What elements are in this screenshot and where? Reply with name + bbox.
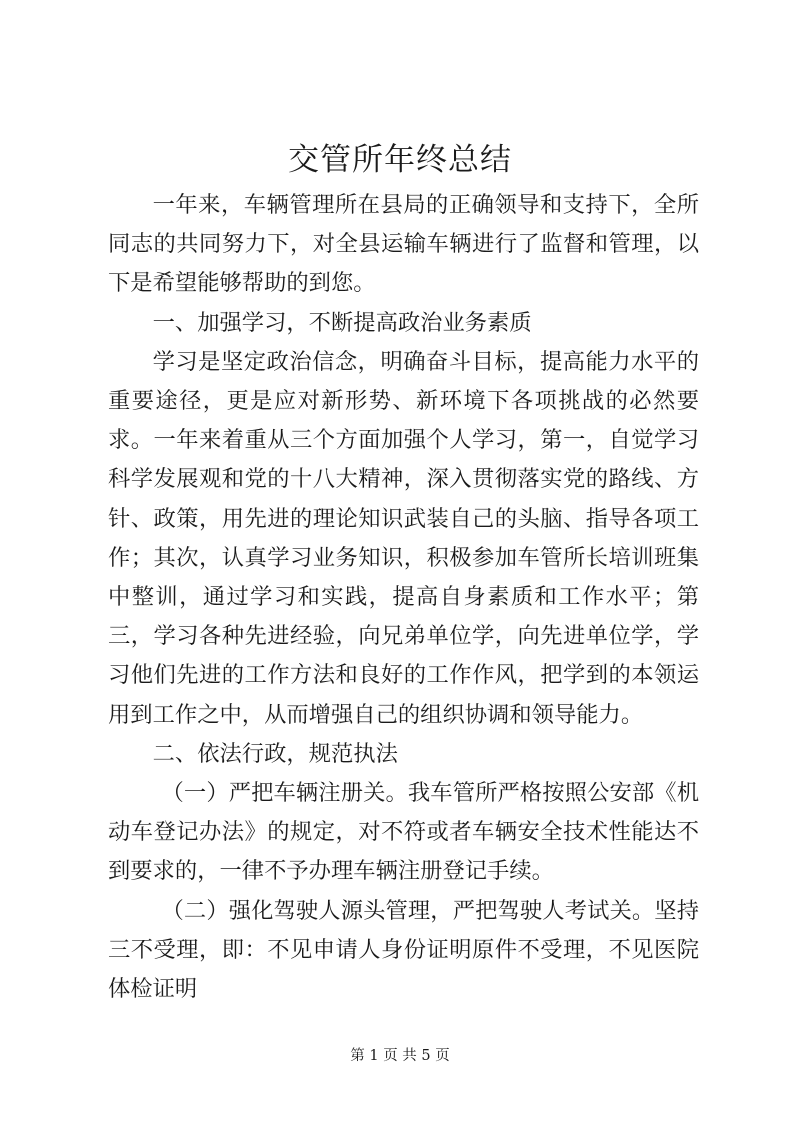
document-body [108, 186, 699, 1009]
section-heading-1: 一、加强学习，不断提高政治业务素质 [152, 309, 532, 336]
section-heading-2: 二、依法行政，规范执法 [152, 740, 398, 767]
item-paragraph-2: （二）强化驾驶人源头管理，严把驾驶人考试关。坚持三不受理，即：不见申请人身份证明原件不受理，不见医院体检证明 [108, 897, 699, 1003]
item-paragraph-1: （一）严把车辆注册关。我车管所严格按照公安部《机动车登记办法》的规定，对不符或者车辆安全技术性能达不到要求的，一律不予办理车辆注册登记手续。 [108, 780, 699, 885]
intro-paragraph: 一年来，车辆管理所在县局的正确领导和支持下，全所同志的共同努力下，对全县运输车辆进行了监督和管理，以下是希望能够帮助的到您。 [108, 192, 699, 297]
study-paragraph: 学习是坚定政治信念，明确奋斗目标，提高能力水平的重要途径，更是应对新形势、新环境下各项挑战的必然要求。一年来着重从三个方面加强个人学习，第一，自觉学习科学发展观和党的十八大精神，深入贯彻落实党的路线、方针、政策，用先进的理论知识武装自己的头脑、指导各项工作；其次，认真学习业务知识，积极参加车管所长培训班集中整训，通过学习和实践，提高自身素质和工作水平；第三，学习各种先进经验，向兄弟单位学，向先进单位学，学习他们先进的工作方法和良好的工作作风，把学到的本领运用到工作之中，从而增强自己的组织协调和领导能力。 [108, 348, 699, 728]
page-footer: 第 1 页 共 5 页 [350, 1048, 450, 1064]
document-title: 交管所年终总结 [288, 142, 512, 178]
